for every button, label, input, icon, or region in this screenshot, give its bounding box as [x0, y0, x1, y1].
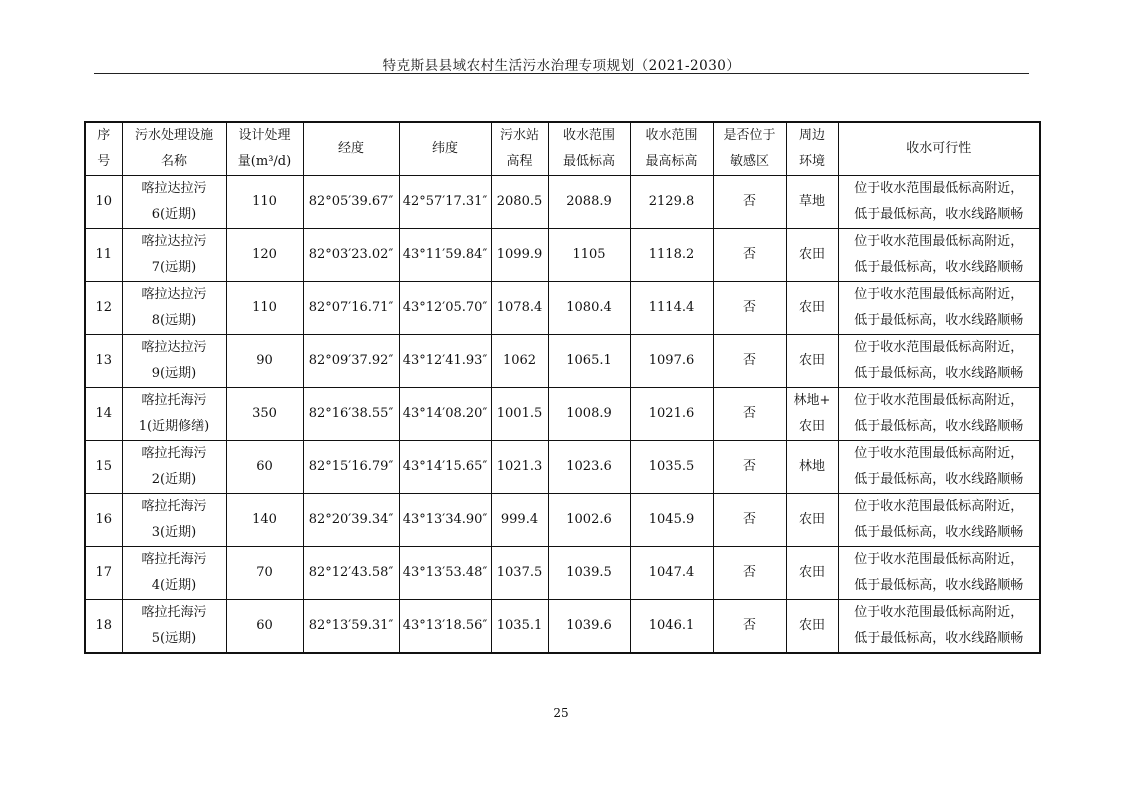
- cell-min-elevation: 2088.9: [548, 176, 630, 229]
- column-header-seq: 序 号: [85, 122, 122, 176]
- cell-latitude: 43°14′08.20″: [399, 388, 491, 441]
- cell-sensitive-area: 否: [713, 282, 786, 335]
- column-header-feasibility: 收水可行性: [838, 122, 1040, 176]
- table-body: [85, 176, 1040, 654]
- cell-facility-name: 喀拉托海污 1(近期修缮): [122, 388, 226, 441]
- table-row: [85, 176, 1040, 229]
- cell-station-elevation: 1099.9: [491, 229, 548, 282]
- cell-surroundings: 农田: [786, 335, 838, 388]
- cell-station-elevation: 1021.3: [491, 441, 548, 494]
- cell-longitude: 82°07′16.71″: [303, 282, 399, 335]
- cell-latitude: 43°14′15.65″: [399, 441, 491, 494]
- header-rule: [94, 73, 1029, 74]
- cell-sensitive-area: 否: [713, 494, 786, 547]
- cell-latitude: 43°13′53.48″: [399, 547, 491, 600]
- cell-max-elevation: 1045.9: [630, 494, 713, 547]
- cell-feasibility: 位于收水范围最低标高附近， 低于最低标高，收水线路顺畅: [838, 494, 1040, 547]
- cell-surroundings: 农田: [786, 282, 838, 335]
- cell-seq: 15: [85, 441, 122, 494]
- cell-min-elevation: 1039.5: [548, 547, 630, 600]
- cell-feasibility: 位于收水范围最低标高附近， 低于最低标高，收水线路顺畅: [838, 547, 1040, 600]
- cell-design-capacity: 90: [226, 335, 303, 388]
- column-header-longitude: 经度: [303, 122, 399, 176]
- cell-design-capacity: 110: [226, 282, 303, 335]
- cell-seq: 13: [85, 335, 122, 388]
- cell-facility-name: 喀拉托海污 5(远期): [122, 600, 226, 654]
- cell-sensitive-area: 否: [713, 335, 786, 388]
- cell-longitude: 82°05′39.67″: [303, 176, 399, 229]
- cell-facility-name: 喀拉达拉污 6(近期): [122, 176, 226, 229]
- table-row: [85, 229, 1040, 282]
- table-row: [85, 335, 1040, 388]
- cell-facility-name: 喀拉达拉污 9(远期): [122, 335, 226, 388]
- cell-feasibility: 位于收水范围最低标高附近， 低于最低标高，收水线路顺畅: [838, 335, 1040, 388]
- page-header-title: 特克斯县县域农村生活污水治理专项规划（2021-2030）: [382, 58, 741, 74]
- cell-surroundings: 农田: [786, 229, 838, 282]
- cell-max-elevation: 2129.8: [630, 176, 713, 229]
- cell-min-elevation: 1023.6: [548, 441, 630, 494]
- cell-longitude: 82°03′23.02″: [303, 229, 399, 282]
- column-header-latitude: 纬度: [399, 122, 491, 176]
- cell-station-elevation: 1001.5: [491, 388, 548, 441]
- column-header-facility-name: 污水处理设施 名称: [122, 122, 226, 176]
- cell-seq: 10: [85, 176, 122, 229]
- cell-facility-name: 喀拉达拉污 7(远期): [122, 229, 226, 282]
- cell-longitude: 82°13′59.31″: [303, 600, 399, 654]
- cell-min-elevation: 1065.1: [548, 335, 630, 388]
- cell-max-elevation: 1046.1: [630, 600, 713, 654]
- cell-latitude: 42°57′17.31″: [399, 176, 491, 229]
- cell-min-elevation: 1002.6: [548, 494, 630, 547]
- table-row: [85, 388, 1040, 441]
- cell-facility-name: 喀拉托海污 3(近期): [122, 494, 226, 547]
- cell-station-elevation: 2080.5: [491, 176, 548, 229]
- cell-sensitive-area: 否: [713, 229, 786, 282]
- cell-sensitive-area: 否: [713, 441, 786, 494]
- cell-min-elevation: 1008.9: [548, 388, 630, 441]
- cell-feasibility: 位于收水范围最低标高附近， 低于最低标高，收水线路顺畅: [838, 176, 1040, 229]
- cell-latitude: 43°12′05.70″: [399, 282, 491, 335]
- cell-seq: 12: [85, 282, 122, 335]
- cell-longitude: 82°12′43.58″: [303, 547, 399, 600]
- table-row: [85, 441, 1040, 494]
- cell-latitude: 43°13′18.56″: [399, 600, 491, 654]
- cell-design-capacity: 60: [226, 600, 303, 654]
- table-row: [85, 494, 1040, 547]
- cell-max-elevation: 1021.6: [630, 388, 713, 441]
- cell-latitude: 43°11′59.84″: [399, 229, 491, 282]
- cell-sensitive-area: 否: [713, 547, 786, 600]
- cell-surroundings: 农田: [786, 547, 838, 600]
- cell-station-elevation: 1035.1: [491, 600, 548, 654]
- cell-seq: 14: [85, 388, 122, 441]
- cell-longitude: 82°20′39.34″: [303, 494, 399, 547]
- cell-max-elevation: 1097.6: [630, 335, 713, 388]
- cell-sensitive-area: 否: [713, 176, 786, 229]
- cell-longitude: 82°09′37.92″: [303, 335, 399, 388]
- cell-feasibility: 位于收水范围最低标高附近， 低于最低标高，收水线路顺畅: [838, 229, 1040, 282]
- table-row: [85, 547, 1040, 600]
- cell-station-elevation: 1062: [491, 335, 548, 388]
- cell-design-capacity: 60: [226, 441, 303, 494]
- cell-feasibility: 位于收水范围最低标高附近， 低于最低标高，收水线路顺畅: [838, 282, 1040, 335]
- cell-station-elevation: 999.4: [491, 494, 548, 547]
- cell-seq: 11: [85, 229, 122, 282]
- column-header-station-elevation: 污水站 高程: [491, 122, 548, 176]
- cell-surroundings: 草地: [786, 176, 838, 229]
- column-header-min-elevation: 收水范围 最低标高: [548, 122, 630, 176]
- cell-seq: 18: [85, 600, 122, 654]
- cell-station-elevation: 1078.4: [491, 282, 548, 335]
- cell-surroundings: 林地+ 农田: [786, 388, 838, 441]
- cell-seq: 16: [85, 494, 122, 547]
- cell-feasibility: 位于收水范围最低标高附近， 低于最低标高，收水线路顺畅: [838, 600, 1040, 654]
- cell-design-capacity: 70: [226, 547, 303, 600]
- cell-max-elevation: 1114.4: [630, 282, 713, 335]
- cell-design-capacity: 110: [226, 176, 303, 229]
- cell-latitude: 43°12′41.93″: [399, 335, 491, 388]
- column-header-design-capacity: 设计处理 量(m³/d): [226, 122, 303, 176]
- column-header-sensitive-area: 是否位于 敏感区: [713, 122, 786, 176]
- cell-sensitive-area: 否: [713, 600, 786, 654]
- table-row: [85, 600, 1040, 654]
- cell-design-capacity: 120: [226, 229, 303, 282]
- cell-longitude: 82°15′16.79″: [303, 441, 399, 494]
- cell-latitude: 43°13′34.90″: [399, 494, 491, 547]
- cell-min-elevation: 1039.6: [548, 600, 630, 654]
- cell-longitude: 82°16′38.55″: [303, 388, 399, 441]
- table-header-row: [85, 122, 1040, 176]
- cell-facility-name: 喀拉托海污 2(近期): [122, 441, 226, 494]
- cell-max-elevation: 1118.2: [630, 229, 713, 282]
- facility-table: [84, 121, 1041, 654]
- cell-feasibility: 位于收水范围最低标高附近， 低于最低标高，收水线路顺畅: [838, 388, 1040, 441]
- cell-feasibility: 位于收水范围最低标高附近， 低于最低标高，收水线路顺畅: [838, 441, 1040, 494]
- cell-max-elevation: 1047.4: [630, 547, 713, 600]
- cell-facility-name: 喀拉达拉污 8(远期): [122, 282, 226, 335]
- cell-design-capacity: 140: [226, 494, 303, 547]
- cell-design-capacity: 350: [226, 388, 303, 441]
- cell-facility-name: 喀拉托海污 4(近期): [122, 547, 226, 600]
- page-number: 25: [553, 706, 569, 720]
- cell-min-elevation: 1080.4: [548, 282, 630, 335]
- table-row: [85, 282, 1040, 335]
- cell-seq: 17: [85, 547, 122, 600]
- cell-max-elevation: 1035.5: [630, 441, 713, 494]
- column-header-surroundings: 周边 环境: [786, 122, 838, 176]
- cell-surroundings: 林地: [786, 441, 838, 494]
- cell-surroundings: 农田: [786, 600, 838, 654]
- cell-station-elevation: 1037.5: [491, 547, 548, 600]
- cell-min-elevation: 1105: [548, 229, 630, 282]
- column-header-max-elevation: 收水范围 最高标高: [630, 122, 713, 176]
- cell-surroundings: 农田: [786, 494, 838, 547]
- cell-sensitive-area: 否: [713, 388, 786, 441]
